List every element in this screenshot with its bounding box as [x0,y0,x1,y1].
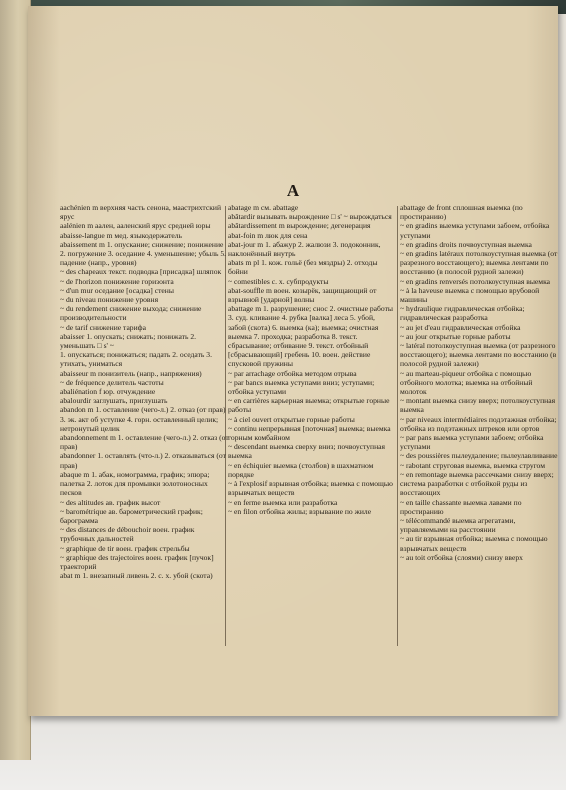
dictionary-entry: ~ en gradins latéraux потолкоуступная выемка (от разрезного восстающего); выемка лентами по восстанию (в полосой рудной залежи) [400,249,558,277]
dictionary-entry: ~ des distances de débouchoir воен. график трубочных дальностей [60,525,195,544]
dictionary-entry: ~ des chapeaux текст. подводка [присадка] шляпок [60,267,222,277]
dictionary-entry: abandonnement m 1. оставление (чего-л.) 2. отказ (от прав) [60,433,229,452]
dictionary-entry: ~ continu непрерывная [поточная] выемка; выемка горным комбайном [228,423,391,443]
dictionary-entry: abat-foin m люк для сена [228,230,308,240]
dictionary-entry: ~ du niveau понижение уровня [60,295,159,305]
dictionary-entry: abats m pl 1. кож. гольё (без мяздры) 2. отходы бойни [228,258,378,277]
dictionary-entry: abandon m 1. оставление (чего-л.) 2. отказ (от прав) 3. эк. акт об уступке 4. горн. оставленный целик; нетронутый целик [60,405,226,433]
dictionary-entry: ~ télécommandé выемка агрегатами, управляемыми на расстоянии [400,515,516,535]
column-divider [397,206,398,646]
dictionary-entry: abaissement m 1. опускание; снижение; понижение 2. погружение 3. оседание 4. уменьшение; убыль 5. падение (напр., уровня) [60,239,227,268]
dictionary-page [28,6,558,716]
dictionary-entry: aalénien m аален, ааленский ярус средней юры [60,221,211,231]
book-page-edge [0,0,31,760]
dictionary-entry: ~ hydraulique гидравлическая отбойка; гидравлическая разработка [400,304,525,323]
dictionary-entry: ~ montant выемка снизу вверх; потолкоуступная выемка [400,396,556,415]
dictionary-entry: ~ en taille chassante выемка лавами по простиранию [400,497,522,516]
dictionary-entry: ~ en ferme выемка или разработка [228,497,338,507]
dictionary-entry: ~ descendant выемка сверху вниз; почвоуступная выемка [228,442,386,461]
dictionary-entry: ~ par arrachage отбойка методом отрыва [228,368,357,378]
dictionary-entry: abaisse-langue m мед. языкодержатель [60,230,183,240]
dictionary-entry: ~ à la haveuse выемка с помощью врубовой машины [400,285,540,305]
dictionary-entry: abandonner 1. оставлять (что-л.) 2. отказываться (от прав) [60,451,226,470]
section-letter-heading: A [286,181,300,200]
dictionary-entry: abaisser 1. опускать; снижать; понижать 2. уменьшать □ s' ~ [60,331,197,351]
dictionary-entry: ~ en carrières карьерная выемка; открытые горные работы [228,396,390,415]
dictionary-entry: abaisseur m понизитель (напр., напряжения) [60,368,202,378]
dictionary-entry: ~ graphique des trajectoires воен. график [пучок] траекторий [60,552,214,571]
dictionary-entry: abâtardir вызывать вырождение □ s' ~ вырождаться [228,212,392,222]
dictionary-entry: ~ en gradins выемка уступами забоем, отбойка уступами [400,221,550,240]
dictionary-entry: ~ latéral потолкоуступная выемка (от разрезного восстающего); выемка лентами по восстанию (в полосой рудной залежи) [400,341,557,369]
dictionary-entry: abâtardissement m вырождение; дегенерация [228,221,371,231]
dictionary-entry: abat-jour m 1. абажур 2. жалюзи 3. подоконник, наклонённый внутрь [228,239,381,259]
dictionary-entry: ~ au marteau-piqueur отбойка с помощью отбойного молотка; выемка на отбойный молоток [400,368,533,397]
dictionary-entry: ~ d'un mur оседание [осадка] стены [60,285,174,295]
dictionary-entry: ~ au toit отбойка (слоями) снизу вверх [400,552,523,562]
dictionary-entry: ~ en remontage выемка рассечками снизу вверх; система разработки с отбойкой руды из восстающих [400,469,554,498]
dictionary-entry: ~ des altitudes ав. график высот [60,497,161,507]
dictionary-entry: abaliénation f юр. отчуждение [60,387,156,397]
dictionary-entry: ~ par bancs выемка уступами вниз; уступами; отбойка уступами [228,377,375,397]
dictionary-entry: ~ au jour открытые горные работы [400,331,511,341]
dictionary-entry: ~ des poussières пылеудаление; пылеулавливание [400,451,558,461]
dictionary-entry: aachénien m верхняя часть сенона, маастрихтский ярус [60,203,222,222]
dictionary-entry: ~ graphique de tir воен. график стрельбы [60,543,190,553]
dictionary-entry: abat-souffle m воен. козырёк, защищающий от взрывной [ударной] волны [228,285,377,305]
dictionary-entry: ~ en gradins renversés потолкоуступная выемка [400,276,551,286]
dictionary-column-2 [228,203,394,516]
dictionary-entry: ~ en gradins droits почвоуступная выемка [400,239,532,249]
dictionary-column-3 [400,203,560,562]
dictionary-entry: ~ comestibles с. х. субпродукты [228,276,329,286]
dictionary-entry: ~ au tir взрывная отбойка; выемка с помощью взрывчатых веществ [400,534,548,553]
dictionary-entry: ~ par niveaux intermédiaires подэтажная отбойка; отбойка из подэтажных штреков или ортов [400,414,557,433]
dictionary-entry: ~ par pans выемка уступами забоем; отбойка уступами [400,433,544,452]
dictionary-entry: abatage m см. abattage [228,203,299,212]
dictionary-entry: 1. опускаться; понижаться; падать 2. оседать 3. утихать, униматься [60,350,212,369]
dictionary-entry: ~ de fréquence делитель частоты [60,377,164,387]
dictionary-entry: abat m 1. внезапный ливень 2. с. х. убой (скота) [60,571,213,581]
dictionary-entry: abattage de front сплошная выемка (по простиранию) [400,203,523,222]
dictionary-entry: ~ du rendement снижение выхода; снижение производительности [60,304,202,323]
dictionary-entry: ~ rabotant струговая выемка, выемка стругом [400,460,545,470]
dictionary-entry: abattage m 1. разрушение; снос 2. очистные работы 3. суд. кливание 4. рубка [валка] леса 5. убой, забой (скота) 6. выемка (ка); выемка; очистная выемка 7. проходка; разработка 8. текст. сбрасывание; отбивание 9. текст. отбойный [сбрасывающий] гребень 10. воен. действие спусковой пружины [228,304,394,369]
dictionary-entry: ~ barométrique ав. барометрический график; барограмма [60,506,203,525]
dictionary-entry: ~ à ciel ouvert открытые горные работы [228,414,355,424]
dictionary-entry: abalourdir заглушать, приглушать [60,396,168,406]
dictionary-entry: ~ en échiquier выемка (столбов) в шахматном порядке [228,460,374,479]
dictionary-entry: ~ de l'horizon понижение горизонта [60,276,174,286]
dictionary-entry: ~ en filon отбойка жилы; взрывание по жиле [228,506,372,516]
dictionary-entry: ~ de tarif снижение тарифа [60,322,146,332]
dictionary-entry: ~ à l'explosif взрывная отбойка; выемка с помощью взрывчатых веществ [228,479,393,498]
dictionary-column-1 [60,203,230,580]
dictionary-entry: ~ au jet d'eau гидравлическая отбойка [400,322,521,332]
dictionary-entry: abaque m 1. абак, номограмма, график; эпюра; палетка 2. лоток для промывки золотоносных песков [60,469,210,498]
